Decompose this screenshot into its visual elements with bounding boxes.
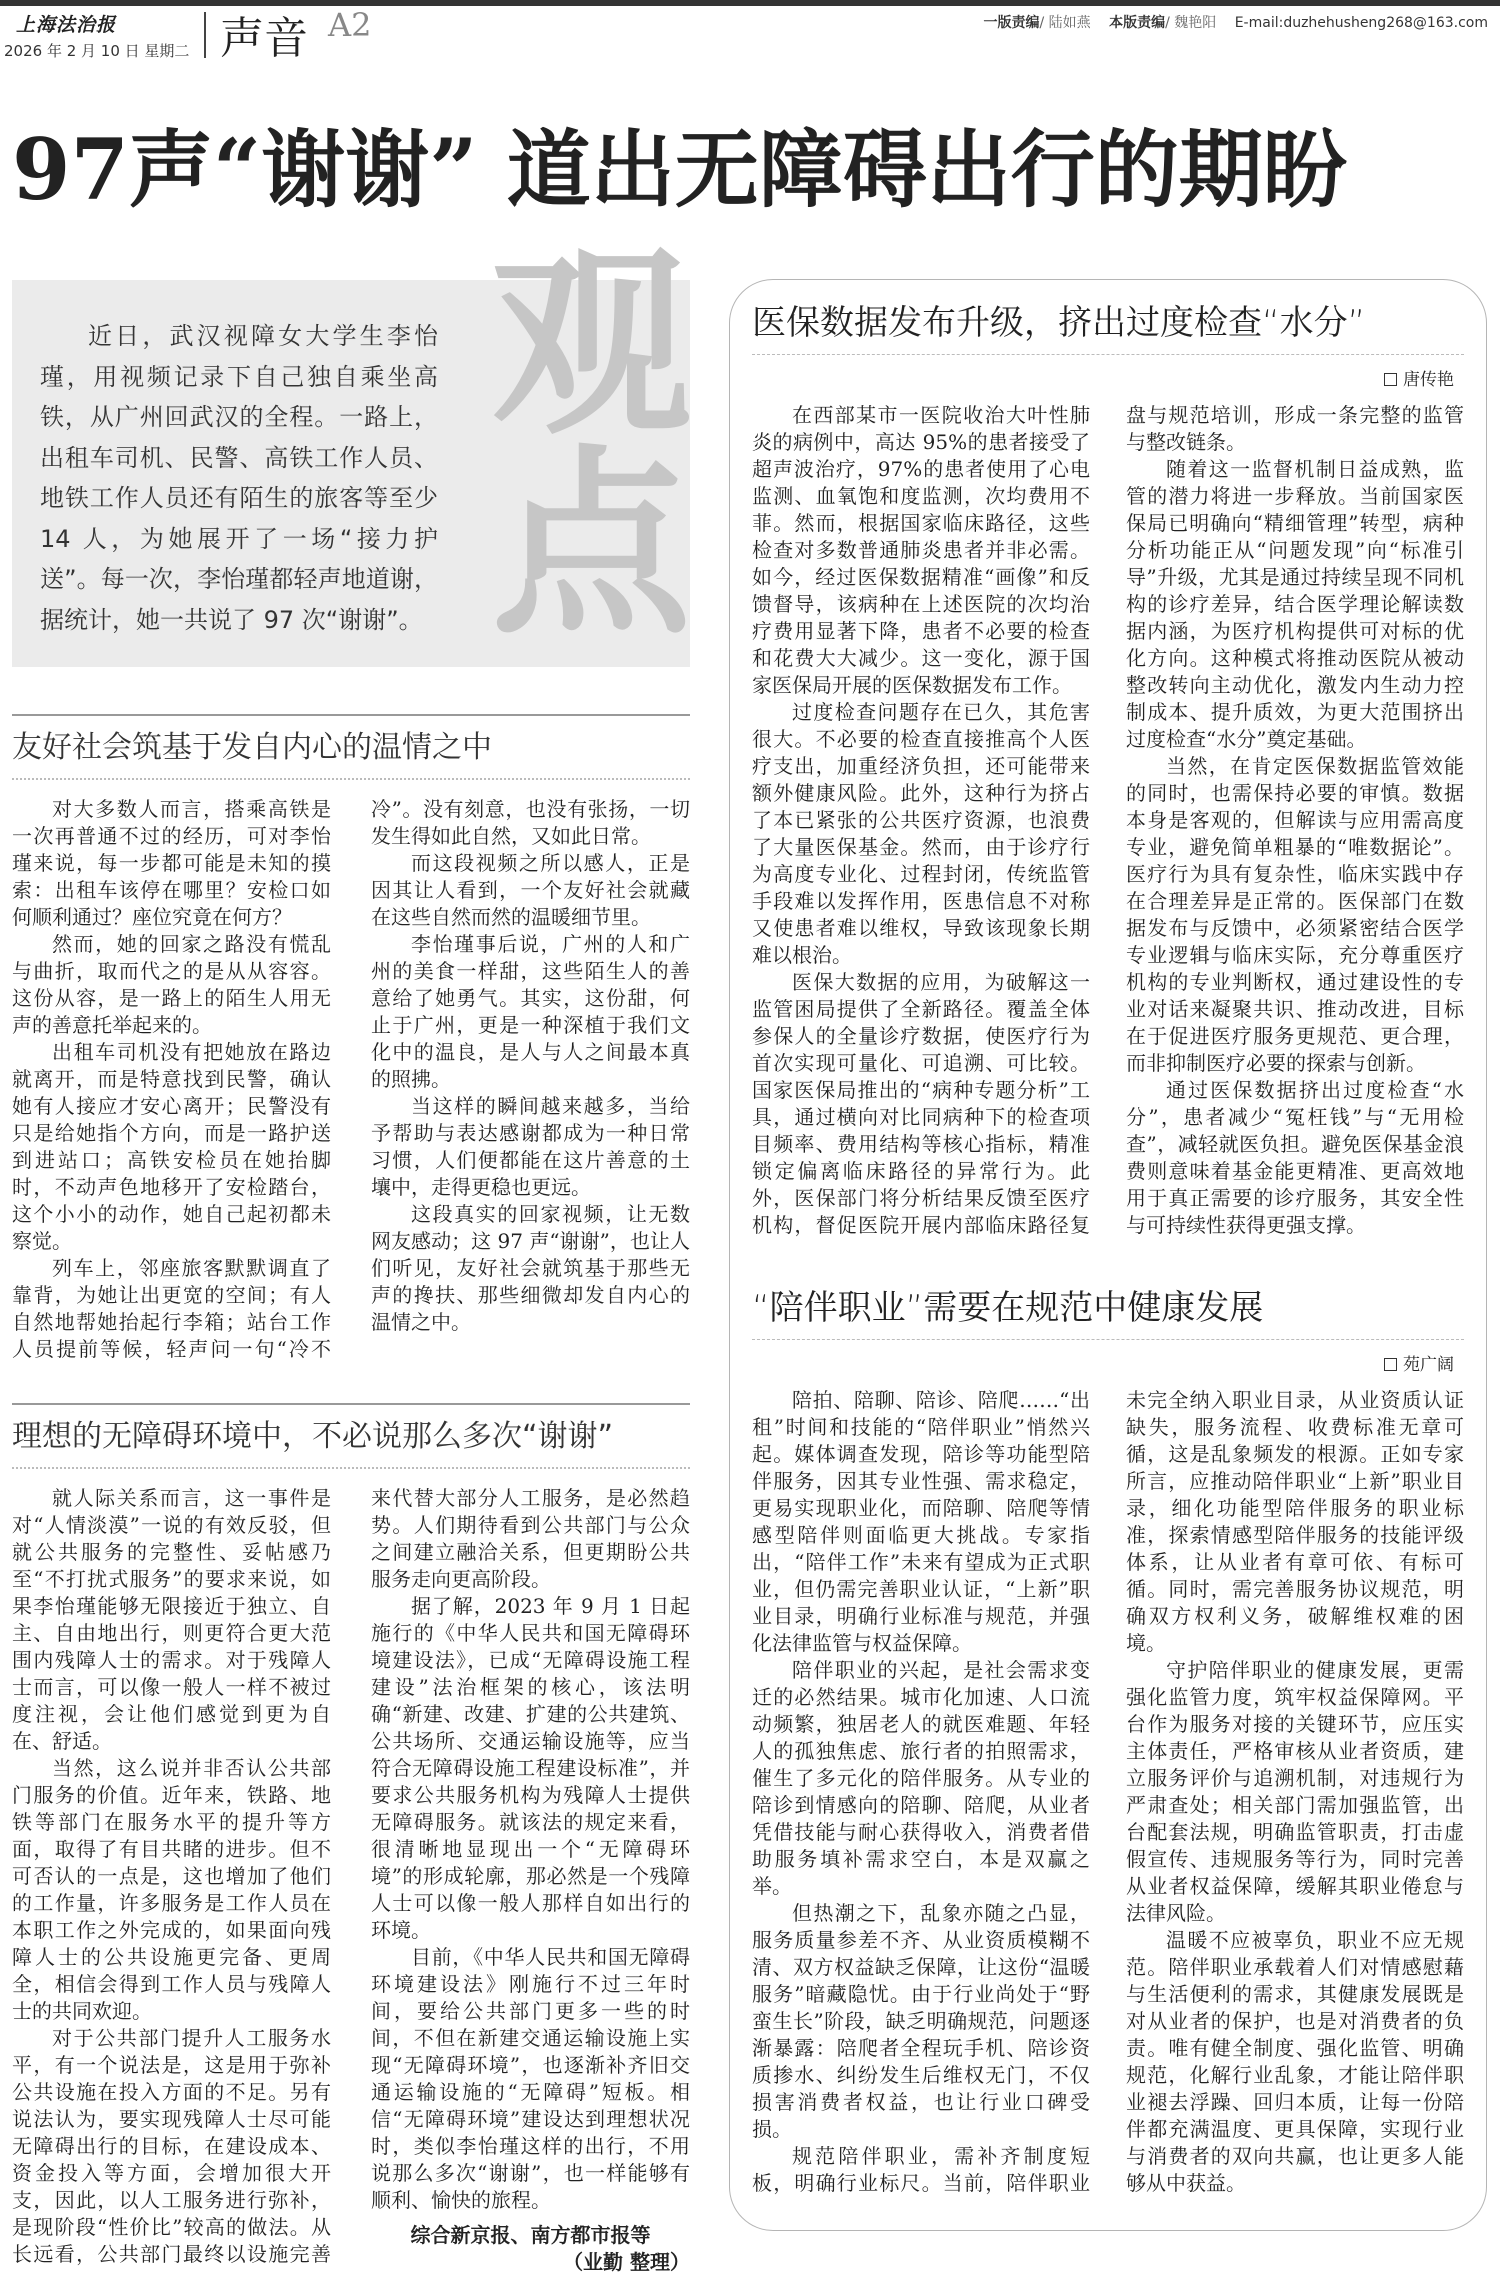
- paragraph: 李怡瑾事后说，广州的人和广州的美食一样甜，这些陌生人的善意给了她勇气。其实，这份甜，何止于广州，更是一种深植于我们文化中的温良，是人与人之间最本真的照拂。: [371, 932, 690, 1091]
- article-body: [752, 1387, 1464, 2197]
- paragraph: 温暖不应被辜负，职业不应无规范。陪伴职业承载着人们对情感慰藉与生活便利的需求，其健康发展既是对从业者的保护，也是对消费者的负责。唯有健全制度、强化监管、明确规范，化解行业乱象，才能让陪伴职业褪去浮躁、回归本质，让每一份陪伴都充满温度、更具保障，实现行业与消费者的双向共赢，也让更多人能够从中获益。: [1126, 1928, 1464, 2195]
- paragraph: 这段真实的回家视频，让无数网友感动；这 97 声“谢谢”，也让人们听见，友好社会就筑基于那些无声的搀扶、那些细微却发自内心的温情之中。: [371, 1202, 690, 1334]
- paragraph: 对大多数人而言，搭乘高铁是一次再普通不过的经历，可对李怡瑾来说，每一步都可能是未知的摸索：出租车该停在哪里？安检口如何顺利通过？座位究竟在何方？: [12, 797, 331, 929]
- dotted-divider: [752, 354, 1464, 355]
- editor2-name: / 魏艳阳: [1165, 15, 1217, 31]
- paragraph: 就人际关系而言，这一事件是对“人情淡漠”一说的有效反驳，但就公共服务的完整性、妥帖感乃至“不打扰式服务”的要求来说，如果李怡瑾能够无限接近于独立、自主、自由地出行，则更符合更大范围内残障人士的需求。对于残障人士而言，可以像一般人一样不被过度注视，会让他们感觉到更为自在、舒适。: [12, 1486, 331, 1753]
- paragraph: 据了解，2023 年 9 月 1 日起施行的《中华人民共和国无障碍环境建设法》，已成“无障碍设施工程建设”法治框架的核心，该法明确“新建、改建、扩建的公共建筑、公共场所、交通运输设施等，应当符合无障碍设施工程建设标准”，并要求公共服务机构为残障人士提供无障碍服务。就该法的规定来看，很清晰地显现出一个“无障碍环境”的形成轮廓，那必然是一个残障人士可以像一般人那样自如出行的环境。: [371, 1594, 690, 1942]
- paragraph: 通过医保数据挤出过度检查“水分”，患者减少“冤枉钱”与“无用检查”，减轻就医负担。避免医保基金浪费则意味着基金能更精准、更高效地用于真正需要的诊疗服务，其安全性与可持续性获得更强支撑。: [1126, 1078, 1464, 1237]
- paragraph: 但热潮之下，乱象亦随之凸显，服务质量参差不齐、从业资质模糊不清、双方权益缺乏保障，让这份“温暖服务”暗藏隐忧。由于行业尚处于“野蛮生长”阶段，缺乏明确规范，问题逐渐暴露：陪爬者全程玩手机、陪诊资质掺水、纠纷发生后维权无门，不仅损害消费者权益，也让行业口碑受损。: [752, 1901, 1090, 2141]
- page-number: A2: [328, 6, 372, 44]
- header-divider: [204, 12, 206, 58]
- dotted-divider: [12, 1467, 690, 1469]
- author-name: 唐传艳: [1403, 370, 1454, 390]
- paragraph: 医保大数据的应用，为破解这一监管困局提供了全新路径。覆盖全体参保人的全量诊疗数据，使医疗行为首次实现可量化、可追溯、可比较。国家医保局推出的“病种专题分析”工具，通过横向对比同病种下的检查项目频率、费用结构等核心指标，精准锁定偏离临床路径的异常行为。此外，医保部门将分析结果反馈至医疗机构，督促医院开展内部临床路径复盘与规范培训，形成一条完整的监管与整改链条。: [752, 403, 1464, 1237]
- contact-email[interactable]: E-mail:duzhehusheng268@163.com: [1234, 15, 1488, 31]
- editor-credits: [983, 12, 1488, 32]
- byline: [752, 1350, 1464, 1375]
- editor1-name: / 陆如燕: [1039, 15, 1091, 31]
- editor1-label: 一版责编: [983, 15, 1040, 31]
- paragraph: 当然，在肯定医保数据监管效能的同时，也需保持必要的审慎。数据本身是客观的，但解读与应用需高度专业，避免简单粗暴的“唯数据论”。医疗行为具有复杂性，临床实践中存在合理差异是正常的。医保部门在数据发布与反馈中，必须紧密结合医学专业逻辑与临床实际，充分尊重医疗机构的专业判断权，通过建设性的专业对话来凝聚共识、推动改进，目标在于促进医疗服务更规范、更合理，而非抑制医疗必要的探索与创新。: [1126, 754, 1464, 1075]
- article-body: [12, 796, 690, 1363]
- article-editor: （业勤 整理）: [563, 2250, 690, 2274]
- paragraph: 在西部某市一医院收治大叶性肺炎的病例中，高达 95%的患者接受了超声波治疗，97%的患者使用了心电监测、血氧饱和度监测，次均费用不菲。然而，根据国家临床路径，这些检查对多数普通肺炎患者并非必需。如今，经过医保数据精准“画像”和反馈督导，该病种在上述医院的次均治疗费用显著下降，患者不必要的检查和花费大大减少。这一变化，源于国家医保局开展的医保数据发布工作。: [752, 403, 1090, 697]
- paragraph: 列车上，邻座旅客默默调直了靠背，为她让出更宽的空间；有人自然地帮她抬起行李箱；站台工作人员提前等候，轻声问一句“冷不冷”。没有刻意，也没有张扬，一切发生得如此自然，又如此日常。: [12, 797, 690, 1361]
- section-name: 声音: [220, 13, 308, 64]
- byline: [752, 365, 1464, 390]
- paragraph: 守护陪伴职业的健康发展，更需强化监管力度，筑牢权益保障网。平台作为服务对接的关键环节，应压实主体责任，严格审核从业者资质，建立服务评价与追溯机制，对违规行为严肃查处；相关部门需加强监管，出台配套法规，明确监管职责，打击虚假宣传、违规服务等行为，同时完善从业者权益保障，缓解其职业倦怠与法律风险。: [1126, 1658, 1464, 1925]
- dotted-divider: [12, 778, 690, 780]
- article-title: 友好社会筑基于发自内心的温情之中: [12, 730, 492, 765]
- author-name: 苑广阔: [1403, 1355, 1454, 1375]
- article-title: 医保数据发布升级，挤出过度检查“水分”: [752, 303, 1366, 343]
- article: [12, 714, 690, 1363]
- paragraph: 随着这一监督机制日益成熟，监管的潜力将进一步释放。当前国家医保局已明确向“精细管理”转型，病种分析功能正从“问题发现”向“标准引导”升级，尤其是通过持续呈现不同机构的诊疗差异，结合医学理论解读数据内涵，为医疗机构提供可对标的优化方向。这种模式将推动医院从被动整改转向主动优化，激发内生动力控制成本、提升质效，为更大范围挤出过度检查“水分”奠定基础。: [1126, 457, 1464, 751]
- column-watermark: 观点: [458, 238, 693, 638]
- section-rule: [12, 1403, 690, 1405]
- paragraph: 目前，《中华人民共和国无障碍环境建设法》刚施行不过三年时间，要给公共部门更多一些的时间，不但在新建交通运输设施上实现“无障碍环境”，也逐渐补齐旧交通运输设施的“无障碍”短板。相信“无障碍环境”建设达到理想状况时，类似李怡瑾这样的出行，不用说那么多次“谢谢”，也一样能够有顺利、愉快的旅程。: [371, 1945, 690, 2212]
- newspaper-logo: 上海法治报: [16, 14, 117, 36]
- page-headline: 97声“谢谢” 道出无障碍出行的期盼: [12, 120, 1347, 219]
- paragraph: 过度检查问题存在已久，其危害很大。不必要的检查直接推高个人医疗支出，加重经济负担，还可能带来额外健康风险。此外，这种行为挤占了本已紧张的公共医疗资源，也浪费了大量医保基金。然而，由于诊疗行为高度专业化、过程封闭，传统监管手段难以发挥作用，医患信息不对称又使患者难以维权，导致该现象长期难以根治。: [752, 700, 1090, 967]
- paragraph: 出租车司机没有把她放在路边就离开，而是特意找到民警，确认她有人接应才安心离开；民警没有只是给她指个方向，而是一路护送到进站口；高铁安检员在她抬脚时，不动声色地移开了安检踏台，这个小小的动作，她自己起初都未察觉。: [12, 1040, 331, 1253]
- byline-square-icon: [1384, 373, 1397, 386]
- left-column: [12, 714, 690, 2276]
- byline-square-icon: [1384, 1358, 1397, 1371]
- paragraph: 陪拍、陪聊、陪诊、陪爬……“出租”时间和技能的“陪伴职业”悄然兴起。媒体调查发现，陪诊等功能型陪伴服务，因其专业性强、需求稳定，更易实现职业化，而陪聊、陪爬等情感型陪伴则面临更大挑战。专家指出，“陪伴工作”未来有望成为正式职业，但仍需完善职业认证，“上新”职业目录，明确行业标准与规范，并强化法律监管与权益保障。: [752, 1388, 1090, 1655]
- paragraph: 对于公共部门提升人工服务水平，有一个说法是，这是用于弥补公共设施在投入方面的不足。另有说法认为，要实现残障人士尽可能无障碍出行的目标，在建设成本、资金投入等方面，会增加很大开支，因此，以人工服务进行弥补，是现阶段“性价比”较高的做法。从长远看，公共部门最终以设施完善来代替大部分人工服务，是必然趋势。人们期待看到公共部门与公众之间建立融洽关系，但更期盼公共服务走向更高阶段。: [12, 1486, 690, 2266]
- article-title: 理想的无障碍环境中，不必说那么多次“谢谢”: [12, 1419, 614, 1454]
- article-body: [752, 402, 1464, 1239]
- article: [752, 1285, 1464, 2197]
- paragraph: 而这段视频之所以感人，正是因其让人看到，一个友好社会就藏在这些自然而然的温暖细节里。: [371, 851, 690, 929]
- dotted-divider: [752, 1339, 1464, 1340]
- article-source: 综合新京报、南方都市报等: [410, 2223, 651, 2247]
- section-rule: [12, 714, 690, 716]
- paragraph: 陪伴职业的兴起，是社会需求变迁的必然结果。城市化加速、人口流动频繁，独居老人的就医难题、年轻人的孤独焦虑、旅行者的拍照需求，催生了多元化的陪伴服务。从专业的陪诊到情感向的陪聊、陪爬，从业者凭借技能与耐心获得收入，消费者借助服务填补需求空白，本是双赢之举。: [752, 1658, 1090, 1898]
- article-body: [12, 1485, 690, 2276]
- intro-text: 近日，武汉视障女大学生李怡瑾，用视频记录下自己独自乘坐高铁，从广州回武汉的全程。一路上，出租车司机、民警、高铁工作人员、地铁工作人员还有陌生的旅客等至少 14 人，为她展开了一场“接力护送”。每一次，李怡瑾都轻声地道谢，据统计，她一共说了 97 次“谢谢”。: [40, 322, 438, 634]
- paragraph: 当这样的瞬间越来越多，当给予帮助与表达感谢都成为一种日常习惯，人们便都能在这片善意的土壤中，走得更稳也更远。: [371, 1094, 690, 1199]
- article-title: “陪伴职业”需要在规范中健康发展: [752, 1288, 1264, 1328]
- issue-date: 2026 年 2 月 10 日 星期二: [4, 42, 190, 60]
- article: [12, 1403, 690, 2276]
- editor2-label: 本版责编: [1109, 15, 1166, 31]
- paragraph: 规范陪伴职业，需补齐制度短板，明确行业标尺。当前，陪伴职业未完全纳入职业目录，从业资质认证缺失，服务流程、收费标准无章可循，这是乱象频发的根源。正如专家所言，应推动陪伴职业“上新”职业目录，细化功能型陪伴服务的职业标准，探索情感型陪伴服务的技能评级体系，让从业者有章可依、有标可循。同时，需完善服务协议规范，明确双方权利义务，破解维权难的困境。: [752, 1388, 1464, 2195]
- paragraph: 当然，这么说并非否认公共部门服务的价值。近年来，铁路、地铁等部门在服务水平的提升等方面，取得了有目共睹的进步。但不可否认的一点是，这也增加了他们的工作量，许多服务是工作人员在本职工作之外完成的，如果面向残障人士的公共设施更完备、更周全，相信会得到工作人员与残障人士的共同欢迎。: [12, 1756, 331, 2023]
- commentary-box: [729, 279, 1487, 2231]
- article: [752, 300, 1464, 1239]
- paragraph: 然而，她的回家之路没有慌乱与曲折，取而代之的是从从容容。这份从容，是一路上的陌生人用无声的善意托举起来的。: [12, 932, 331, 1037]
